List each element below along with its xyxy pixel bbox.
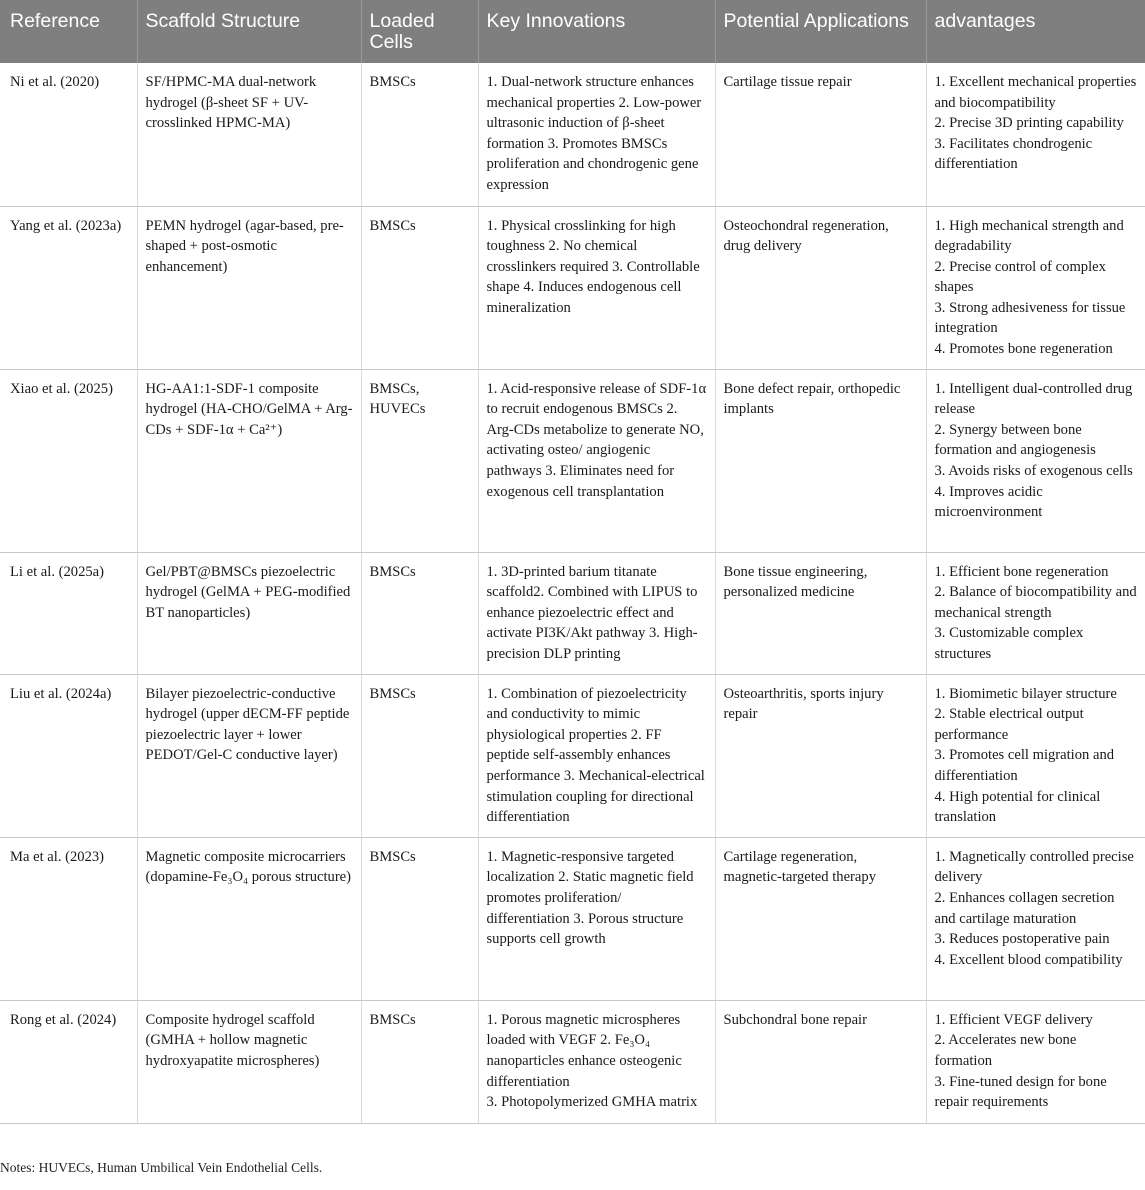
cell-applications: Bone tissue engineering, personalized medicine <box>715 552 926 674</box>
advantage-item: 2. Precise control of complex shapes <box>934 258 1106 296</box>
cell-applications: Osteochondral regeneration, drug delivery <box>715 206 926 369</box>
cell-reference: Ni et al. (2020) <box>0 63 137 206</box>
cell-scaffold: Magnetic composite microcarriers (dopamine-Fe₃O₄ porous structure) <box>137 837 361 1000</box>
advantage-item: 1. Efficient bone regeneration <box>934 563 1109 580</box>
cell-advantages <box>926 63 1145 206</box>
header-potential-applications: Potential Applications <box>715 0 926 63</box>
cell-advantages <box>926 206 1145 369</box>
cell-innovations: 1. Magnetic-responsive targeted localization 2. Static magnetic field promotes proliferation/ differentiation 3. Porous structure supports cell growth <box>478 837 715 1000</box>
cell-cells: BMSCs <box>361 1000 478 1123</box>
cell-innovations: 1. 3D-printed barium titanate scaffold2. Combined with LIPUS to enhance piezoelectric effect and activate PI3K/Akt pathway 3. High-precision DLP printing <box>478 552 715 674</box>
cell-reference: Liu et al. (2024a) <box>0 674 137 837</box>
advantage-item: 3. Reduces postoperative pain <box>934 931 1110 948</box>
cell-applications: Subchondral bone repair <box>715 1000 926 1123</box>
advantage-item: 2. Synergy between bone formation and angiogenesis <box>934 421 1096 459</box>
header-key-innovations: Key Innovations <box>478 0 715 63</box>
advantage-item: 1. Excellent mechanical properties and biocompatibility <box>934 74 1137 111</box>
cell-advantages <box>926 674 1145 837</box>
header-advantages: advantages <box>926 0 1145 63</box>
advantage-item: 2. Balance of biocompatibility and mechanical strength <box>934 584 1137 621</box>
cell-cells: BMSCs, HUVECs <box>361 369 478 552</box>
cell-innovations: 1. Dual-network structure enhances mechanical properties 2. Low-power ultrasonic induction of β-sheet formation 3. Promotes BMSCs proliferation and chondrogenic gene expression <box>478 63 715 206</box>
advantage-item: 2. Accelerates new bone formation <box>934 1032 1077 1069</box>
cell-advantages <box>926 1000 1145 1123</box>
advantage-item: 3. Customizable complex structures <box>934 625 1084 663</box>
header-row <box>0 0 1145 63</box>
advantage-item: 2. Enhances collagen secretion and cartilage maturation <box>934 890 1115 927</box>
innovation-item: 3. Photopolymerized GMHA matrix <box>486 1094 698 1111</box>
cell-advantages <box>926 837 1145 1000</box>
advantage-item: 1. Efficient VEGF delivery <box>934 1011 1093 1028</box>
cell-cells: BMSCs <box>361 206 478 369</box>
cell-scaffold: Bilayer piezoelectric-conductive hydrogel (upper dECM-FF peptide piezoelectric layer + lower PEDOT/Gel-C conductive layer) <box>137 674 361 837</box>
advantage-item: 3. Avoids risks of exogenous cells <box>934 463 1133 480</box>
header-scaffold-structure: Scaffold Structure <box>137 0 361 63</box>
cell-reference: Yang et al. (2023a) <box>0 206 137 369</box>
advantage-item: 2. Precise 3D printing capability <box>934 115 1124 132</box>
table-row <box>0 674 1145 837</box>
table-row <box>0 837 1145 1000</box>
advantage-item: 1. Biomimetic bilayer structure <box>934 685 1117 702</box>
table-row <box>0 552 1145 674</box>
cell-applications: Bone defect repair, orthopedic implants <box>715 369 926 552</box>
advantage-item: 4. Promotes bone regeneration <box>934 341 1113 358</box>
cell-innovations: 1. Physical crosslinking for high toughness 2. No chemical crosslinkers required 3. Controllable shape 4. Induces endogenous cell mineralization <box>478 206 715 369</box>
advantage-item: 4. High potential for clinical translation <box>934 788 1101 826</box>
cell-reference: Ma et al. (2023) <box>0 837 137 1000</box>
cell-scaffold: HG-AA1:1-SDF-1 composite hydrogel (HA-CHO/GelMA + Arg-CDs + SDF-1α + Ca²⁺) <box>137 369 361 552</box>
advantage-item: 4. Excellent blood compatibility <box>934 951 1123 968</box>
cell-scaffold: Composite hydrogel scaffold (GMHA + hollow magnetic hydroxyapatite microspheres) <box>137 1000 361 1123</box>
cell-innovations <box>478 1000 715 1123</box>
header-loaded-cells: Loaded Cells <box>361 0 478 63</box>
cell-applications: Cartilage regeneration, magnetic-targeted therapy <box>715 837 926 1000</box>
advantage-item: 2. Stable electrical output performance <box>934 706 1084 743</box>
cell-applications: Osteoarthritis, sports injury repair <box>715 674 926 837</box>
table-header <box>0 0 1145 63</box>
cell-innovations: 1. Acid-responsive release of SDF-1α to recruit endogenous BMSCs 2. Arg-CDs metabolize to generate NO, activating osteo/ angiogenic pathways 3. Eliminates need for exogenous cell transplantation <box>478 369 715 552</box>
cell-cells: BMSCs <box>361 63 478 206</box>
table-row <box>0 1000 1145 1123</box>
advantage-item: 3. Facilitates chondrogenic differentiation <box>934 135 1093 173</box>
table-body <box>0 63 1145 1123</box>
cell-reference: Rong et al. (2024) <box>0 1000 137 1123</box>
cell-scaffold: SF/HPMC-MA dual-network hydrogel (β-sheet SF + UV-crosslinked HPMC-MA) <box>137 63 361 206</box>
cell-reference: Li et al. (2025a) <box>0 552 137 674</box>
advantage-item: 3. Strong adhesiveness for tissue integration <box>934 299 1126 337</box>
cell-advantages <box>926 369 1145 552</box>
table-row <box>0 63 1145 206</box>
cell-innovations: 1. Combination of piezoelectricity and conductivity to mimic physiological properties 2. FF peptide self-assembly enhances performance 3. Mechanical-electrical stimulation coupling for directional differentiation <box>478 674 715 837</box>
advantage-item: 3. Promotes cell migration and differentiation <box>934 747 1115 785</box>
cell-advantages <box>926 552 1145 674</box>
advantage-item: 1. Intelligent dual-controlled drug release <box>934 380 1133 418</box>
cell-reference: Xiao et al. (2025) <box>0 369 137 552</box>
cell-cells: BMSCs <box>361 837 478 1000</box>
innovation-item: 1. Porous magnetic microspheres loaded with VEGF 2. Fe₃O₄ nanoparticles enhance osteogenic differentiation <box>486 1011 682 1090</box>
advantage-item: 1. Magnetically controlled precise delivery <box>934 848 1134 886</box>
cell-cells: BMSCs <box>361 674 478 837</box>
table-row <box>0 206 1145 369</box>
advantage-item: 4. Improves acidic microenvironment <box>934 483 1043 521</box>
cell-applications: Cartilage tissue repair <box>715 63 926 206</box>
advantage-item: 1. High mechanical strength and degradability <box>934 217 1124 255</box>
cell-scaffold: PEMN hydrogel (agar-based, pre-shaped + post-osmotic enhancement) <box>137 206 361 369</box>
table-row <box>0 369 1145 552</box>
header-reference: Reference <box>0 0 137 63</box>
advantage-item: 3. Fine-tuned design for bone repair requirements <box>934 1073 1107 1111</box>
table-notes: Notes: HUVECs, Human Umbilical Vein Endothelial Cells. <box>0 1160 323 1175</box>
cell-scaffold: Gel/PBT@BMSCs piezoelectric hydrogel (GelMA + PEG-modified BT nanoparticles) <box>137 552 361 674</box>
cell-cells: BMSCs <box>361 552 478 674</box>
